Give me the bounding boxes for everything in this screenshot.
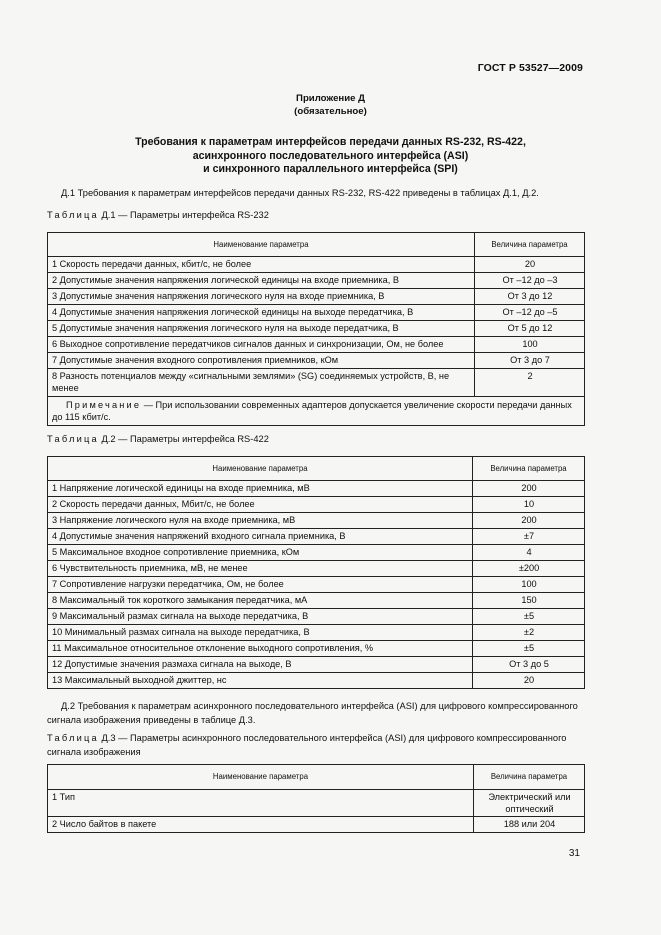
param-value: Электрический или оптический	[474, 790, 585, 817]
param-name: 2 Допустимые значения напряжения логической единицы на входе приемника, В	[48, 273, 475, 289]
param-name: 9 Максимальный размах сигнала на выходе передатчика, В	[48, 609, 473, 625]
table-row	[48, 657, 585, 673]
table-row	[48, 545, 585, 561]
table2-caption-word: Таблица	[47, 434, 99, 444]
param-value: ±2	[473, 625, 585, 641]
table-row	[48, 641, 585, 657]
param-value: 150	[473, 593, 585, 609]
param-name: 4 Допустимые значения напряжений входного сигнала приемника, В	[48, 529, 473, 545]
param-name: 13 Максимальный выходной джиттер, нс	[48, 673, 473, 689]
param-value: От 3 до 12	[475, 289, 585, 305]
param-value: 20	[473, 673, 585, 689]
table3-caption	[47, 731, 587, 759]
param-value: 10	[473, 497, 585, 513]
param-value: 100	[473, 577, 585, 593]
param-name: 10 Минимальный размах сигнала на выходе передатчика, В	[48, 625, 473, 641]
table1-header-value: Величина параметра	[475, 233, 585, 257]
page-number: 31	[568, 848, 580, 859]
param-value: 4	[473, 545, 585, 561]
param-value: 20	[475, 257, 585, 273]
table2-header-name: Наименование параметра	[48, 457, 473, 481]
param-value: 188 или 204	[474, 817, 585, 833]
param-value: 200	[473, 481, 585, 497]
table2-caption	[47, 433, 587, 446]
table-row	[48, 561, 585, 577]
table1-caption-text: Д.1 — Параметры интерфейса RS-232	[101, 210, 269, 220]
table-row	[48, 817, 585, 833]
note-text: — При использовании современных адаптеров допускается увеличение скорости передачи данных до 115 кбит/с.	[52, 400, 572, 422]
table1-caption	[47, 209, 587, 222]
param-value: 200	[473, 513, 585, 529]
param-name: 8 Разность потенциалов между «сигнальными землями» (SG) соединяемых устройств, В, не менее	[48, 369, 475, 397]
param-value: От 5 до 12	[475, 321, 585, 337]
title-line-1: Требования к параметрам интерфейсов передачи данных RS-232, RS-422,	[135, 136, 526, 148]
param-name: 5 Максимальное входное сопротивление приемника, кОм	[48, 545, 473, 561]
table-row	[48, 369, 585, 397]
table-asi	[47, 764, 585, 833]
table-row	[48, 609, 585, 625]
table-row	[48, 497, 585, 513]
param-name: 7 Допустимые значения входного сопротивления приемников, кОм	[48, 353, 475, 369]
param-name: 6 Чувствительность приемника, мВ, не менее	[48, 561, 473, 577]
param-value: 100	[475, 337, 585, 353]
param-name: 8 Максимальный ток короткого замыкания передатчика, мА	[48, 593, 473, 609]
table1-note	[48, 397, 585, 426]
table3-caption-word: Таблица	[47, 733, 99, 743]
table-row	[48, 593, 585, 609]
param-name: 5 Допустимые значения напряжения логического нуля на выходе передатчика, В	[48, 321, 475, 337]
param-name: 1 Тип	[48, 790, 474, 817]
appendix-heading	[0, 92, 661, 118]
table1-header-name: Наименование параметра	[48, 233, 475, 257]
param-name: 1 Напряжение логической единицы на входе приемника, мВ	[48, 481, 473, 497]
table-row	[48, 790, 585, 817]
param-name: 6 Выходное сопротивление передатчиков сигналов данных и синхронизации, Ом, не более	[48, 337, 475, 353]
table-row	[48, 673, 585, 689]
table2-caption-text: Д.2 — Параметры интерфейса RS-422	[101, 434, 269, 444]
param-value: От 3 до 5	[473, 657, 585, 673]
appendix-title	[0, 136, 661, 177]
param-name: 12 Допустимые значения размаха сигнала на выходе, В	[48, 657, 473, 673]
param-name: 3 Допустимые значения напряжения логического нуля на входе приемника, В	[48, 289, 475, 305]
table1-caption-word: Таблица	[47, 210, 99, 220]
table-row	[48, 289, 585, 305]
table-row	[48, 353, 585, 369]
table-row	[48, 481, 585, 497]
table-rs232	[47, 232, 585, 426]
appendix-label: Приложение Д	[296, 93, 365, 104]
table-row	[48, 625, 585, 641]
param-value: ±5	[473, 609, 585, 625]
param-name: 3 Напряжение логического нуля на входе приемника, мВ	[48, 513, 473, 529]
param-value: От –12 до –3	[475, 273, 585, 289]
table-row	[48, 513, 585, 529]
table-row	[48, 321, 585, 337]
table-row	[48, 529, 585, 545]
note-word: Примечание	[66, 400, 142, 410]
standard-designation: ГОСТ Р 53527—2009	[477, 62, 583, 74]
param-value: ±200	[473, 561, 585, 577]
param-value: 2	[475, 369, 585, 397]
table3-header-name: Наименование параметра	[48, 765, 474, 790]
param-value: ±5	[473, 641, 585, 657]
table-note-row	[48, 397, 585, 426]
title-line-2: асинхронного последовательного интерфейса (ASI)	[192, 149, 469, 162]
table-row	[48, 257, 585, 273]
title-line-3: и синхронного параллельного интерфейса (SPI)	[203, 163, 458, 175]
param-name: 2 Скорость передачи данных, Мбит/с, не более	[48, 497, 473, 513]
paragraph-d2: Д.2 Требования к параметрам асинхронного последовательного интерфейса (ASI) для цифрового компрессированного сигнала изображения приведены в таблице Д.3.	[47, 701, 578, 725]
param-name: 2 Число байтов в пакете	[48, 817, 474, 833]
param-value: ±7	[473, 529, 585, 545]
table-row	[48, 577, 585, 593]
param-name: 7 Сопротивление нагрузки передатчика, Ом, не более	[48, 577, 473, 593]
table3-caption-text: Д.3 — Параметры асинхронного последовательного интерфейса (ASI) для цифрового компрессированного сигнала изображения	[47, 733, 567, 757]
paragraph-d1: Д.1 Требования к параметрам интерфейсов передачи данных RS-232, RS-422 приведены в таблицах Д.1, Д.2.	[61, 188, 539, 198]
table-rs422	[47, 456, 585, 689]
param-value: От 3 до 7	[475, 353, 585, 369]
table-row	[48, 305, 585, 321]
appendix-status: (обязательное)	[294, 106, 367, 117]
table-row	[48, 337, 585, 353]
param-name: 1 Скорость передачи данных, кбит/с, не более	[48, 257, 475, 273]
param-name: 4 Допустимые значения напряжения логической единицы на выходе передатчика, В	[48, 305, 475, 321]
table-row	[48, 273, 585, 289]
table2-header-value: Величина параметра	[473, 457, 585, 481]
param-name: 11 Максимальное относительное отклонение выходного сопротивления, %	[48, 641, 473, 657]
param-value: От –12 до –5	[475, 305, 585, 321]
table3-header-value: Величина параметра	[474, 765, 585, 790]
